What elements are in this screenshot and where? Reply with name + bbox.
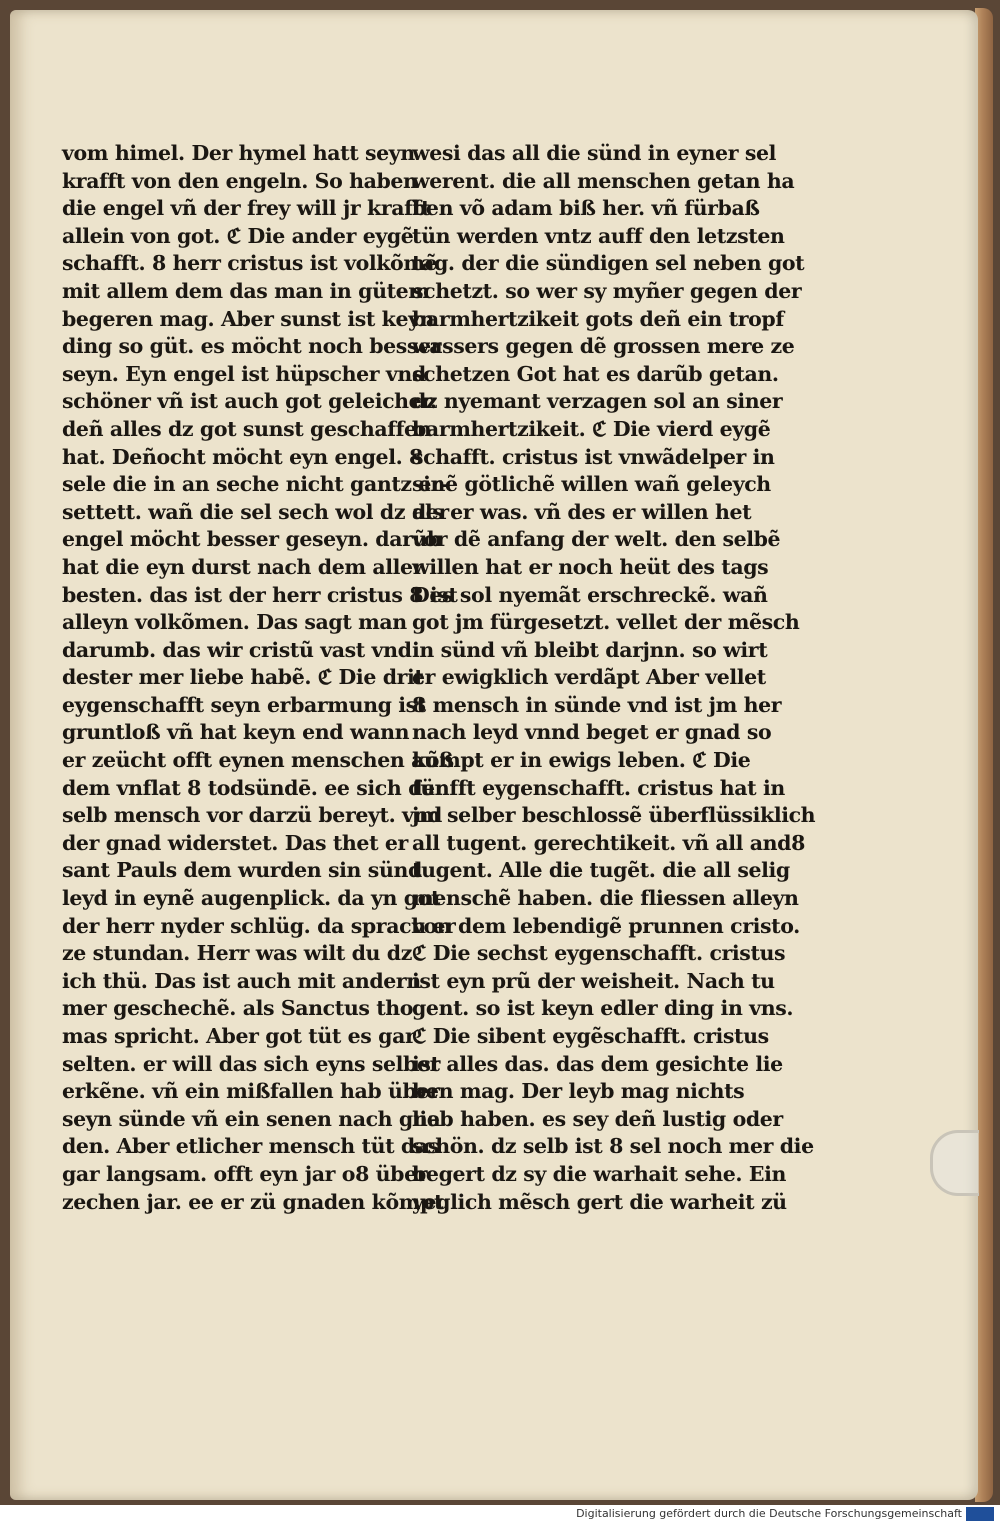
text-line: den. Aber etlicher mensch tüt das bbox=[62, 1134, 439, 1159]
text-line: schetzt. so wer sy myñer gegen der bbox=[412, 278, 802, 303]
text-line: nach leyd vnnd beget er gnad so bbox=[412, 720, 772, 745]
text-line: dem vnflat 8 todsündē. ee sich der bbox=[62, 775, 446, 800]
text-line: got jm fürgesetzt. vellet der mẽsch bbox=[412, 610, 800, 635]
text-line: selb mensch vor darzü bereyt. vnd bbox=[62, 803, 442, 828]
text-line: ich thü. Das ist auch mit andern bbox=[62, 968, 421, 993]
right-text-column bbox=[412, 140, 816, 1216]
text-line: von dem lebendigẽ prunnen cristo. bbox=[412, 913, 800, 938]
text-line: mer geschechẽ. als Sanctus tho bbox=[62, 996, 414, 1021]
text-line: dz nyemant verzagen sol an siner bbox=[412, 389, 783, 414]
text-line: settett. wañ die sel sech wol dz der bbox=[62, 499, 449, 524]
text-line: der herr nyder schlüg. da sprach er bbox=[62, 913, 456, 938]
text-line: ben võ adam biß her. vñ fürbaß bbox=[412, 196, 760, 221]
text-line: vom himel. Der hymel hatt seyn bbox=[62, 141, 415, 165]
text-line: in sünd vñ bleibt darjnn. so wirt bbox=[412, 637, 768, 662]
text-line: ben mag. Der leyb mag nichts bbox=[412, 1079, 745, 1104]
text-line: ding so güt. es möcht noch besser bbox=[62, 334, 442, 359]
text-line: er ewigklich verdãpt Aber vellet bbox=[412, 665, 766, 690]
text-line: erkẽne. vñ ein mißfallen hab über bbox=[62, 1079, 440, 1104]
text-line: willen hat er noch heüt des tags bbox=[412, 554, 769, 579]
text-line: der gnad widerstet. Das thet er bbox=[62, 830, 408, 855]
text-line: engel möcht besser geseyn. darũb bbox=[62, 527, 441, 552]
text-line: dester mer liebe habẽ. ℭ Die drit bbox=[62, 665, 424, 690]
text-line: hat. Deñocht möcht eyn engel. 8 bbox=[62, 444, 423, 469]
text-line: ist alles das. das dem gesichte lie bbox=[412, 1051, 783, 1076]
text-line: leyd in eynẽ augenplick. da yn got bbox=[62, 886, 441, 911]
text-line: allein von got. ℭ Die ander eygẽ bbox=[62, 223, 414, 248]
text-line: sant Pauls dem wurden sin sünd bbox=[62, 858, 422, 883]
text-line: alleyn volkõmen. Das sagt man bbox=[62, 610, 407, 635]
text-line: barmhertzikeit. ℭ Die vierd eygẽ bbox=[412, 416, 771, 441]
text-line: schafft. 8 herr cristus ist volkõmẽ bbox=[62, 251, 438, 276]
text-line: sinẽ götlichẽ willen wañ geleych bbox=[412, 472, 771, 497]
text-line: mit allem dem das man in gütem bbox=[62, 278, 430, 303]
text-line: die engel vñ der frey will jr krafft bbox=[62, 196, 431, 221]
text-line: wesi das all die sünd in eyner sel bbox=[412, 141, 777, 165]
text-line: selten. er will das sich eyns selber bbox=[62, 1051, 441, 1076]
text-line: darumb. das wir cristũ vast vnd bbox=[62, 637, 412, 662]
text-line: seyn sünde vñ ein senen nach gna bbox=[62, 1106, 441, 1131]
text-line: schöner vñ ist auch got geleicher. bbox=[62, 389, 437, 414]
text-line: deñ alles dz got sunst geschaffen bbox=[62, 416, 432, 441]
text-line: ist eyn prũ der weisheit. Nach tu bbox=[412, 968, 775, 993]
footer-bar bbox=[0, 1505, 1000, 1524]
text-line: schafft. cristus ist vnwãdelper in bbox=[412, 444, 775, 469]
text-line: 8 mensch in sünde vnd ist jm her bbox=[412, 692, 782, 717]
text-line: begert dz sy die warhait sehe. Ein bbox=[412, 1161, 786, 1186]
text-line: gruntloß vñ hat keyn end wann bbox=[62, 720, 410, 745]
text-line: schetzen Got hat es darũb getan. bbox=[412, 361, 779, 386]
text-line: tag. der die sündigen sel neben got bbox=[412, 251, 805, 276]
text-line: sele die in an seche nicht gantz er- bbox=[62, 472, 450, 497]
text-line: tün werden vntz auff den letzsten bbox=[412, 223, 785, 248]
text-line: menschẽ haben. die fliessen alleyn bbox=[412, 886, 799, 911]
text-line: ℭ Die sechst eygenschafft. cristus bbox=[412, 941, 786, 966]
funding-credit: Digitalisierung gefördert durch die Deutsche Forschungsgemeinschaft bbox=[576, 1507, 962, 1520]
text-line: wassers gegen dẽ grossen mere ze bbox=[412, 334, 795, 359]
text-line: ℭ Die sibent eygẽschafft. cristus bbox=[412, 1024, 769, 1048]
text-line: er zeücht offt eynen menschen auß bbox=[62, 748, 454, 773]
text-line: jm selber beschlossẽ überflüssiklich bbox=[412, 803, 816, 828]
text-line: lieb haben. es sey deñ lustig oder bbox=[412, 1106, 783, 1131]
text-line: begeren mag. Aber sunst ist keyn bbox=[62, 306, 435, 331]
text-line: barmhertzikeit gots deñ ein tropf bbox=[412, 306, 784, 331]
text-line: Des sol nyemãt erschreckẽ. wañ bbox=[412, 582, 768, 607]
text-line: tugent. Alle die tugẽt. die all selig bbox=[412, 858, 790, 883]
dfg-logo bbox=[966, 1507, 994, 1521]
text-line: schön. dz selb ist 8 sel noch mer die bbox=[412, 1134, 814, 1159]
text-line: vor dẽ anfang der welt. den selbẽ bbox=[412, 527, 781, 552]
text-line: mas spricht. Aber got tüt es gar bbox=[62, 1024, 416, 1048]
text-line: fünfft eygenschafft. cristus hat in bbox=[412, 775, 785, 800]
text-line: seyn. Eyn engel ist hüpscher vnd bbox=[62, 361, 426, 386]
text-line: eygenschafft seyn erbarmung ist bbox=[62, 692, 426, 717]
text-line: yeglich mẽsch gert die warheit zü bbox=[412, 1189, 787, 1214]
text-line: als er was. vñ des er willen het bbox=[412, 499, 752, 524]
text-line: all tugent. gerechtikeit. vñ all and8 bbox=[412, 830, 805, 855]
text-line: werent. die all menschen getan ha bbox=[412, 168, 795, 193]
text-line: besten. das ist der herr cristus 8 ist bbox=[62, 582, 458, 607]
text-line: kõmpt er in ewigs leben. ℭ Die bbox=[412, 748, 751, 773]
text-line: hat die eyn durst nach dem aller bbox=[62, 554, 424, 579]
text-line: ze stundan. Herr was wilt du dz bbox=[62, 941, 412, 966]
page-clip bbox=[930, 1130, 979, 1196]
text-line: gent. so ist keyn edler ding in vns. bbox=[412, 996, 794, 1021]
text-line: zechen jar. ee er zü gnaden kõmpt bbox=[62, 1189, 444, 1214]
left-text-column bbox=[62, 140, 458, 1216]
text-line: gar langsam. offt eyn jar o8 über bbox=[62, 1161, 428, 1186]
text-line: krafft von den engeln. So haben bbox=[62, 168, 418, 193]
